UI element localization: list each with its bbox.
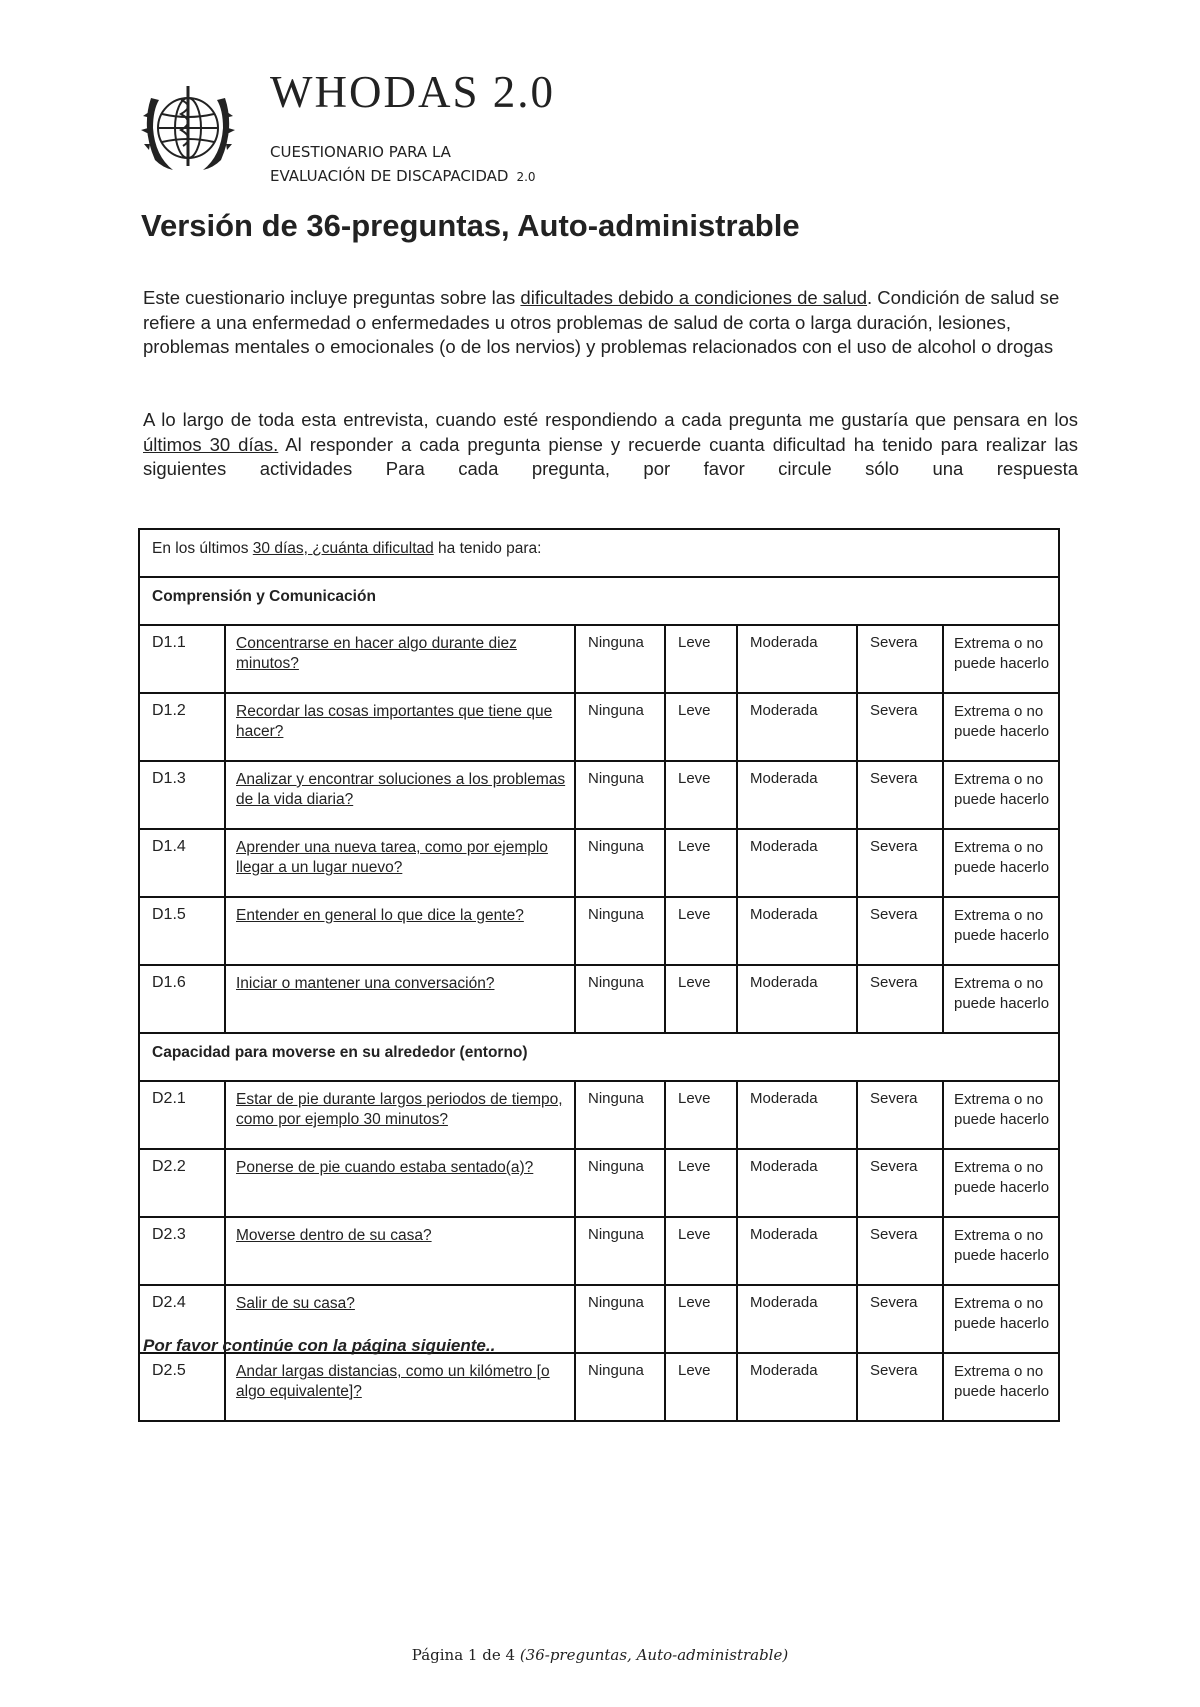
option-extrema[interactable]: [943, 1149, 1059, 1217]
option-severa[interactable]: Severa: [857, 829, 943, 897]
item-question: Salir de su casa?: [236, 1295, 355, 1312]
option-extrema[interactable]: [943, 625, 1059, 693]
option-label: Extrema o no puede hacerlo: [954, 1227, 1050, 1264]
intro-paragraph-1: [143, 286, 1078, 360]
option-moderada[interactable]: Moderada: [737, 625, 857, 693]
option-severa[interactable]: Severa: [857, 1285, 943, 1353]
item-question: Andar largas distancias, como un kilómetro [o algo equivalente]?: [236, 1363, 550, 1400]
table-row: [139, 1149, 1059, 1217]
option-ninguna[interactable]: Ninguna: [575, 1217, 665, 1285]
option-severa[interactable]: Severa: [857, 761, 943, 829]
intro-p2-text-2: Al responder a cada pregunta piense y recuerde cuanta dificultad ha tenido para realizar las siguientes actividades: [143, 433, 1078, 479]
option-moderada[interactable]: Moderada: [737, 1149, 857, 1217]
item-id: D1.6: [139, 965, 225, 1033]
option-ninguna[interactable]: Ninguna: [575, 1081, 665, 1149]
item-question: Entender en general lo que dice la gente?: [236, 907, 524, 924]
option-leve[interactable]: Leve: [665, 1285, 737, 1353]
footer-version: (36-preguntas, Auto-administrable): [519, 1646, 789, 1664]
option-moderada[interactable]: Moderada: [737, 965, 857, 1033]
option-severa[interactable]: Severa: [857, 1081, 943, 1149]
item-question: Recordar las cosas importantes que tiene que hacer?: [236, 703, 553, 740]
option-extrema[interactable]: [943, 761, 1059, 829]
option-leve[interactable]: Leve: [665, 1081, 737, 1149]
option-label: Extrema o no puede hacerlo: [954, 635, 1050, 672]
option-label: Extrema o no puede hacerlo: [954, 839, 1050, 876]
option-ninguna[interactable]: Ninguna: [575, 761, 665, 829]
option-ninguna[interactable]: Ninguna: [575, 1149, 665, 1217]
item-id: D2.4: [139, 1285, 225, 1353]
option-moderada[interactable]: Moderada: [737, 693, 857, 761]
item-question: Iniciar o mantener una conversación?: [236, 975, 495, 992]
item-question: Ponerse de pie cuando estaba sentado(a)?: [236, 1159, 534, 1176]
item-id: D1.4: [139, 829, 225, 897]
option-moderada[interactable]: Moderada: [737, 1081, 857, 1149]
brand-version: 2.0: [516, 170, 536, 184]
brand-title: WHODAS 2.0: [270, 67, 555, 117]
item-id: D1.3: [139, 761, 225, 829]
option-moderada[interactable]: Moderada: [737, 1353, 857, 1421]
option-extrema[interactable]: [943, 1081, 1059, 1149]
continue-note: Por favor continúe con la página siguiente..: [143, 1336, 496, 1355]
option-label: Extrema o no puede hacerlo: [954, 907, 1050, 944]
table-row: [139, 1217, 1059, 1285]
option-ninguna[interactable]: Ninguna: [575, 1353, 665, 1421]
item-id: D2.1: [139, 1081, 225, 1149]
item-id: D2.5: [139, 1353, 225, 1421]
brand-subtitle: [270, 140, 536, 189]
option-leve[interactable]: Leve: [665, 965, 737, 1033]
option-leve[interactable]: Leve: [665, 1353, 737, 1421]
option-label: Extrema o no puede hacerlo: [954, 703, 1050, 740]
table-row: [139, 761, 1059, 829]
option-leve[interactable]: Leve: [665, 897, 737, 965]
item-question: Concentrarse en hacer algo durante diez minutos?: [236, 635, 517, 672]
option-moderada[interactable]: Moderada: [737, 761, 857, 829]
option-ninguna[interactable]: Ninguna: [575, 1285, 665, 1353]
page-footer: [0, 1646, 1200, 1664]
item-id: D2.2: [139, 1149, 225, 1217]
option-severa[interactable]: Severa: [857, 693, 943, 761]
intro-p2-underlined: últimos 30 días.: [143, 433, 279, 455]
item-question: Moverse dentro de su casa?: [236, 1227, 432, 1244]
option-ninguna[interactable]: Ninguna: [575, 625, 665, 693]
option-leve[interactable]: Leve: [665, 829, 737, 897]
option-label: Extrema o no puede hacerlo: [954, 1295, 1050, 1332]
option-label: Extrema o no puede hacerlo: [954, 771, 1050, 808]
option-moderada[interactable]: Moderada: [737, 829, 857, 897]
table-row: [139, 1081, 1059, 1149]
option-leve[interactable]: Leve: [665, 761, 737, 829]
option-moderada[interactable]: Moderada: [737, 897, 857, 965]
option-ninguna[interactable]: Ninguna: [575, 897, 665, 965]
option-extrema[interactable]: [943, 1285, 1059, 1353]
intro-p2-instruction: Para cada pregunta, por favor circule sólo una respuesta: [385, 458, 1078, 479]
footer-page-number: Página 1 de 4: [411, 1646, 516, 1664]
option-leve[interactable]: Leve: [665, 1149, 737, 1217]
option-extrema[interactable]: [943, 1217, 1059, 1285]
item-id: D1.1: [139, 625, 225, 693]
section-heading-movilidad: Capacidad para moverse en su alrededor (entorno): [139, 1033, 1059, 1081]
table-row: [139, 897, 1059, 965]
item-question: Analizar y encontrar soluciones a los problemas de la vida diaria?: [236, 771, 566, 808]
questionnaire-table: [138, 528, 1060, 1422]
table-row: [139, 693, 1059, 761]
who-emblem-icon: [133, 78, 243, 178]
table-header: En los últimos 30 días, ¿cuánta dificultad ha tenido para:: [139, 529, 1059, 577]
option-ninguna[interactable]: Ninguna: [575, 965, 665, 1033]
option-extrema[interactable]: [943, 965, 1059, 1033]
option-leve[interactable]: Leve: [665, 625, 737, 693]
item-question: Aprender una nueva tarea, como por ejemplo llegar a un lugar nuevo?: [236, 839, 548, 876]
intro-p1-text-2: . Condición de salud se refiere a una enfermedad o enfermedades u otros problemas de salud de corta o larga duración, lesiones, problemas mentales o emocionales (o de los nervios) y problemas relacionados con el uso de alcohol o drogas: [143, 287, 1060, 357]
option-extrema[interactable]: [943, 1353, 1059, 1421]
section-heading-comprension: Comprensión y Comunicación: [139, 577, 1059, 625]
table-row: [139, 829, 1059, 897]
brand-subtitle-line1: CUESTIONARIO PARA LA: [270, 143, 451, 161]
table-row: [139, 1353, 1059, 1421]
intro-p1-underlined: dificultades debido a condiciones de salud: [520, 287, 868, 308]
option-leve[interactable]: Leve: [665, 1217, 737, 1285]
table-row: [139, 965, 1059, 1033]
intro-p1-text: Este cuestionario incluye preguntas sobre las: [143, 287, 521, 308]
option-moderada[interactable]: Moderada: [737, 1217, 857, 1285]
item-id: D2.3: [139, 1217, 225, 1285]
option-extrema[interactable]: [943, 829, 1059, 897]
intro-p2-text: A lo largo de toda esta entrevista, cuando esté respondiendo a cada pregunta me gustaría que pensara en los: [143, 409, 1078, 430]
intro-paragraph-2: [143, 408, 1078, 482]
item-question: Estar de pie durante largos periodos de tiempo, como por ejemplo 30 minutos?: [236, 1091, 563, 1128]
option-moderada[interactable]: Moderada: [737, 1285, 857, 1353]
option-leve[interactable]: Leve: [665, 693, 737, 761]
option-severa[interactable]: Severa: [857, 625, 943, 693]
option-severa[interactable]: Severa: [857, 897, 943, 965]
option-label: Extrema o no puede hacerlo: [954, 1159, 1050, 1196]
option-label: Extrema o no puede hacerlo: [954, 1091, 1050, 1128]
option-label: Extrema o no puede hacerlo: [954, 1363, 1050, 1400]
option-severa[interactable]: Severa: [857, 1149, 943, 1217]
option-severa[interactable]: Severa: [857, 1353, 943, 1421]
option-severa[interactable]: Severa: [857, 1217, 943, 1285]
option-ninguna[interactable]: Ninguna: [575, 829, 665, 897]
option-label: Extrema o no puede hacerlo: [954, 975, 1050, 1012]
option-ninguna[interactable]: Ninguna: [575, 693, 665, 761]
item-id: D1.5: [139, 897, 225, 965]
table-row: [139, 625, 1059, 693]
brand-subtitle-line2: EVALUACIÓN DE DISCAPACIDAD: [270, 167, 509, 185]
option-severa[interactable]: Severa: [857, 965, 943, 1033]
option-extrema[interactable]: [943, 693, 1059, 761]
document-title: Versión de 36-preguntas, Auto-administrable: [141, 208, 800, 243]
item-id: D1.2: [139, 693, 225, 761]
option-extrema[interactable]: [943, 897, 1059, 965]
